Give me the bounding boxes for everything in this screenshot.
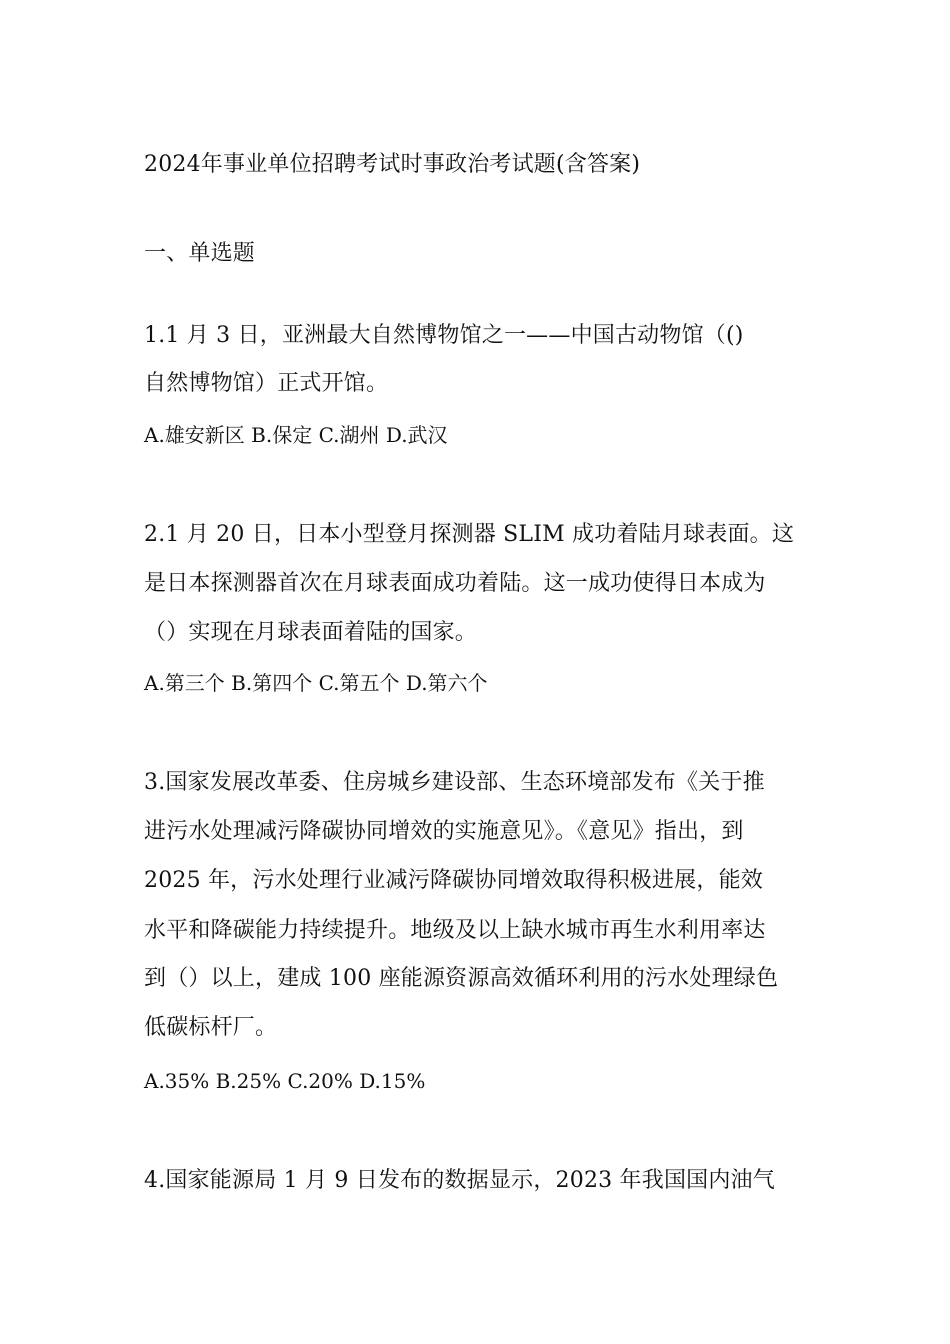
question-text-line: 进污水处理减污降碳协同增效的实施意见》。《意见》指出，到 <box>144 819 744 844</box>
question-text-line: 到（）以上，建成 100 座能源资源高效循环利用的污水处理绿色 <box>144 966 779 991</box>
answer-options: A.雄安新区 B.保定 C.湖州 D.武汉 <box>144 423 448 447</box>
section-heading: 一、单选题 <box>144 241 256 266</box>
answer-options: A.第三个 B.第四个 C.第五个 D.第六个 <box>144 671 488 695</box>
question-text-line: 水平和降碳能力持续提升。地级及以上缺水城市再生水利用率达 <box>144 918 766 943</box>
question-text-line: 3.国家发展改革委、住房城乡建设部、生态环境部发布《关于推 <box>144 770 765 795</box>
question-text-line: （）实现在月球表面着陆的国家。 <box>144 620 478 645</box>
question-text-line: 1.1 月 3 日，亚洲最大自然博物馆之一——中国古动物馆（() <box>144 323 744 348</box>
question-text-line: 低碳标杆厂。 <box>144 1015 278 1040</box>
answer-options: A.35% B.25% C.20% D.15% <box>144 1069 426 1093</box>
question-text-line: 2025 年，污水处理行业减污降碳协同增效取得积极进展，能效 <box>144 868 763 893</box>
question-text-line: 是日本探测器首次在月球表面成功着陆。这一成功使得日本成为 <box>144 571 766 596</box>
question-text-line: 自然博物馆）正式开馆。 <box>144 371 389 396</box>
question-text-line: 2.1 月 20 日，日本小型登月探测器 SLIM 成功着陆月球表面。这 <box>144 522 795 547</box>
question-text-line: 4.国家能源局 1 月 9 日发布的数据显示，2023 年我国国内油气 <box>144 1168 775 1193</box>
document-title: 2024年事业单位招聘考试时事政治考试题(含答案) <box>144 152 641 177</box>
